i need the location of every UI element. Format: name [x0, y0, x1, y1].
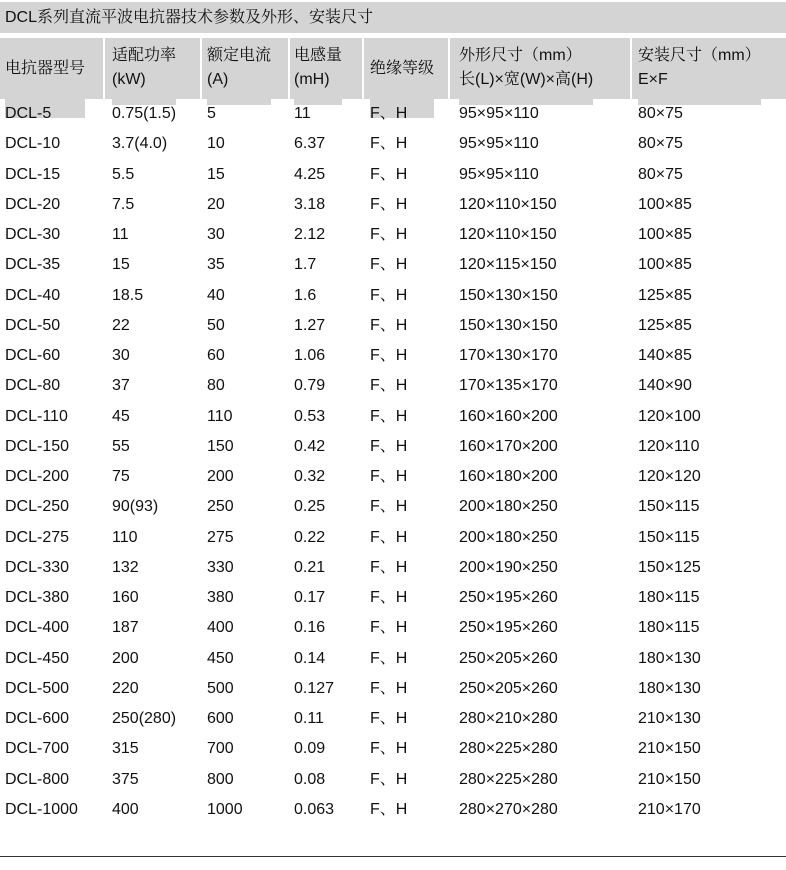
table-row — [0, 613, 786, 643]
cell-dimensions: 120×110×150 — [459, 226, 557, 243]
cell-insulation: F、H — [370, 710, 408, 727]
cell-dimensions: 160×160×200 — [459, 407, 558, 425]
cell-mounting: 210×150 — [638, 740, 701, 758]
header-current-unit: (A) — [207, 71, 229, 88]
cell-model: DCL-500 — [5, 679, 70, 697]
cell-insulation: F、H — [370, 135, 408, 153]
cell-current: 15 — [207, 165, 225, 183]
cell-dimensions: 120×115×150 — [459, 256, 557, 274]
cell-power: 315 — [112, 740, 139, 758]
cell-mounting: 125×85 — [638, 286, 692, 304]
cell-inductance: 0.063 — [294, 800, 335, 818]
cell-inductance: 0.53 — [294, 407, 326, 425]
table-title-bar — [0, 2, 786, 33]
cell-dimensions: 250×205×260 — [459, 649, 558, 667]
cell-current: 400 — [207, 619, 234, 637]
header-dimensions-unit: 长(L)×宽(W)×高(H) — [459, 71, 594, 88]
table-row — [0, 402, 786, 432]
cell-dimensions: 250×205×260 — [459, 679, 558, 697]
header-column-divider — [200, 38, 202, 99]
cell-mounting: 210×130 — [638, 710, 701, 727]
cell-insulation: F、H — [370, 377, 408, 395]
cell-insulation: F、H — [370, 770, 408, 788]
cell-insulation: F、H — [370, 195, 408, 213]
cell-power: 45 — [112, 407, 130, 425]
cell-insulation: F、H — [370, 649, 408, 667]
cell-insulation: F、H — [370, 468, 408, 485]
header-power-unit: (kW) — [112, 71, 146, 88]
cell-current: 35 — [207, 256, 225, 274]
cell-mounting: 100×85 — [638, 256, 692, 274]
cell-current: 275 — [207, 528, 234, 546]
table-row — [0, 220, 786, 250]
cell-power: 18.5 — [112, 286, 144, 304]
header-cell-power — [112, 38, 176, 105]
cell-current: 200 — [207, 468, 234, 485]
cell-inductance: 11 — [294, 105, 311, 122]
header-model-label: 电抗器型号 — [5, 60, 86, 77]
cell-current: 60 — [207, 347, 225, 364]
cell-inductance: 0.22 — [294, 528, 326, 546]
cell-mounting: 150×125 — [638, 558, 701, 576]
cell-model: DCL-400 — [5, 619, 70, 637]
cell-model: DCL-250 — [5, 498, 70, 516]
header-insulation-label: 绝缘等级 — [370, 60, 435, 77]
cell-inductance: 0.17 — [294, 589, 326, 606]
cell-current: 1000 — [207, 800, 243, 818]
cell-power: 90(93) — [112, 498, 159, 516]
cell-mounting: 80×75 — [638, 165, 683, 183]
cell-power: 55 — [112, 437, 130, 455]
table-row — [0, 250, 786, 280]
table-row — [0, 160, 786, 190]
table-row — [0, 281, 786, 311]
cell-inductance: 2.12 — [294, 226, 326, 243]
cell-model: DCL-110 — [5, 407, 68, 425]
cell-mounting: 210×150 — [638, 770, 701, 788]
cell-dimensions: 150×130×150 — [459, 316, 558, 334]
header-column-divider — [103, 38, 105, 99]
cell-power: 37 — [112, 377, 130, 395]
cell-model: DCL-30 — [5, 226, 61, 243]
table-row — [0, 704, 786, 734]
cell-dimensions: 250×195×260 — [459, 589, 558, 606]
header-mounting-label: 安装尺寸（mm） — [638, 47, 761, 64]
cell-mounting: 140×90 — [638, 377, 692, 395]
cell-mounting: 180×115 — [638, 589, 700, 606]
cell-power: 7.5 — [112, 195, 135, 213]
cell-current: 600 — [207, 710, 234, 727]
cell-current: 250 — [207, 498, 234, 516]
cell-current: 40 — [207, 286, 225, 304]
cell-inductance: 0.42 — [294, 437, 326, 455]
header-column-divider — [630, 38, 632, 99]
cell-model: DCL-60 — [5, 347, 61, 364]
cell-dimensions: 95×95×110 — [459, 165, 539, 183]
table-row — [0, 311, 786, 341]
cell-insulation: F、H — [370, 226, 408, 243]
cell-current: 5 — [207, 105, 216, 122]
cell-mounting: 210×170 — [638, 800, 701, 818]
header-mounting-unit: E×F — [638, 71, 668, 88]
cell-mounting: 120×120 — [638, 468, 701, 485]
cell-power: 250(280) — [112, 710, 177, 727]
cell-dimensions: 95×95×110 — [459, 105, 539, 122]
cell-current: 50 — [207, 316, 225, 334]
cell-insulation: F、H — [370, 679, 408, 697]
cell-power: 132 — [112, 558, 139, 576]
cell-model: DCL-40 — [5, 286, 61, 304]
cell-dimensions: 250×195×260 — [459, 619, 558, 637]
cell-insulation: F、H — [370, 105, 408, 122]
cell-dimensions: 280×225×280 — [459, 770, 558, 788]
cell-insulation: F、H — [370, 619, 408, 637]
cell-current: 10 — [207, 135, 225, 153]
cell-inductance: 0.11 — [294, 710, 324, 727]
cell-model: DCL-20 — [5, 195, 61, 213]
header-cell-dimensions — [459, 38, 593, 105]
cell-power: 30 — [112, 347, 130, 364]
cell-model: DCL-700 — [5, 740, 70, 758]
table-row — [0, 795, 786, 825]
cell-insulation: F、H — [370, 286, 408, 304]
cell-model: DCL-800 — [5, 770, 70, 788]
cell-model: DCL-10 — [5, 135, 61, 153]
cell-power: 160 — [112, 589, 139, 606]
cell-dimensions: 170×130×170 — [459, 347, 558, 364]
table-bottom-rule — [0, 856, 786, 857]
cell-dimensions: 160×170×200 — [459, 437, 558, 455]
cell-insulation: F、H — [370, 407, 408, 425]
cell-mounting: 150×115 — [638, 528, 700, 546]
header-column-divider — [362, 38, 364, 99]
cell-current: 380 — [207, 589, 234, 606]
cell-current: 800 — [207, 770, 234, 788]
cell-current: 150 — [207, 437, 234, 455]
cell-model: DCL-80 — [5, 377, 61, 395]
cell-insulation: F、H — [370, 498, 408, 516]
table-title: DCL系列直流平波电抗器技术参数及外形、安装尺寸 — [5, 9, 374, 26]
cell-insulation: F、H — [370, 740, 408, 758]
table-row — [0, 765, 786, 795]
header-cell-mounting — [638, 38, 761, 105]
cell-insulation: F、H — [370, 165, 408, 183]
table-row — [0, 99, 786, 129]
cell-dimensions: 280×225×280 — [459, 740, 558, 758]
cell-insulation: F、H — [370, 800, 408, 818]
cell-power: 400 — [112, 800, 139, 818]
cell-mounting: 125×85 — [638, 316, 692, 334]
cell-inductance: 1.6 — [294, 286, 317, 304]
cell-power: 11 — [112, 226, 129, 243]
table-row — [0, 523, 786, 553]
table-row — [0, 553, 786, 583]
table-row — [0, 432, 786, 462]
cell-dimensions: 150×130×150 — [459, 286, 558, 304]
cell-inductance: 1.06 — [294, 347, 326, 364]
cell-mounting: 180×115 — [638, 619, 700, 637]
cell-current: 500 — [207, 679, 234, 697]
cell-model: DCL-5 — [5, 105, 52, 122]
cell-mounting: 100×85 — [638, 195, 692, 213]
header-power-label: 适配功率 — [112, 47, 177, 64]
cell-inductance: 0.79 — [294, 377, 326, 395]
cell-current: 30 — [207, 226, 225, 243]
cell-insulation: F、H — [370, 528, 408, 546]
table-row — [0, 462, 786, 492]
cell-current: 330 — [207, 558, 234, 576]
cell-insulation: F、H — [370, 558, 408, 576]
cell-current: 700 — [207, 740, 234, 758]
cell-inductance: 0.25 — [294, 498, 326, 516]
cell-inductance: 0.14 — [294, 649, 326, 667]
cell-dimensions: 280×270×280 — [459, 800, 558, 818]
cell-dimensions: 120×110×150 — [459, 195, 557, 213]
header-cell-current — [207, 38, 271, 105]
cell-power: 3.7(4.0) — [112, 135, 168, 153]
cell-model: DCL-35 — [5, 256, 61, 274]
cell-mounting: 120×110 — [638, 437, 700, 455]
cell-inductance: 1.7 — [294, 256, 317, 274]
cell-power: 220 — [112, 679, 139, 697]
header-column-divider — [288, 38, 290, 99]
cell-mounting: 120×100 — [638, 407, 701, 425]
cell-mounting: 100×85 — [638, 226, 692, 243]
cell-inductance: 4.25 — [294, 165, 326, 183]
table-row — [0, 674, 786, 704]
table-row — [0, 341, 786, 371]
cell-mounting: 180×130 — [638, 679, 701, 697]
cell-current: 80 — [207, 377, 225, 395]
table-row — [0, 371, 786, 401]
cell-inductance: 0.16 — [294, 619, 326, 637]
cell-dimensions: 160×180×200 — [459, 468, 558, 485]
cell-model: DCL-150 — [5, 437, 70, 455]
cell-current: 110 — [207, 407, 233, 425]
cell-dimensions: 200×190×250 — [459, 558, 558, 576]
cell-inductance: 0.127 — [294, 679, 335, 697]
cell-power: 187 — [112, 619, 139, 637]
header-column-divider — [448, 38, 450, 99]
cell-power: 110 — [112, 528, 138, 546]
cell-model: DCL-15 — [5, 165, 61, 183]
cell-mounting: 140×85 — [638, 347, 692, 364]
table-row — [0, 644, 786, 674]
cell-power: 0.75(1.5) — [112, 105, 177, 122]
cell-inductance: 0.09 — [294, 740, 326, 758]
table-row — [0, 734, 786, 764]
cell-dimensions: 170×135×170 — [459, 377, 558, 395]
header-current-label: 额定电流 — [207, 47, 272, 64]
cell-model: DCL-380 — [5, 589, 70, 606]
cell-model: DCL-600 — [5, 710, 70, 727]
header-inductance-unit: (mH) — [294, 71, 330, 88]
cell-inductance: 0.21 — [294, 558, 326, 576]
cell-model: DCL-450 — [5, 649, 70, 667]
cell-power: 5.5 — [112, 165, 135, 183]
cell-model: DCL-200 — [5, 468, 70, 485]
cell-inductance: 3.18 — [294, 195, 326, 213]
cell-power: 375 — [112, 770, 139, 788]
cell-power: 15 — [112, 256, 130, 274]
cell-insulation: F、H — [370, 316, 408, 334]
cell-model: DCL-330 — [5, 558, 70, 576]
cell-inductance: 0.32 — [294, 468, 326, 485]
cell-dimensions: 95×95×110 — [459, 135, 539, 153]
cell-inductance: 1.27 — [294, 316, 326, 334]
cell-insulation: F、H — [370, 437, 408, 455]
header-cell-inductance — [294, 38, 342, 105]
table-row — [0, 492, 786, 522]
cell-power: 200 — [112, 649, 139, 667]
cell-current: 20 — [207, 195, 225, 213]
table-row — [0, 129, 786, 159]
cell-dimensions: 280×210×280 — [459, 710, 558, 727]
cell-mounting: 150×115 — [638, 498, 700, 516]
cell-mounting: 80×75 — [638, 135, 683, 153]
cell-inductance: 0.08 — [294, 770, 326, 788]
table-row — [0, 190, 786, 220]
cell-model: DCL-275 — [5, 528, 70, 546]
cell-inductance: 6.37 — [294, 135, 326, 153]
cell-power: 75 — [112, 468, 130, 485]
cell-dimensions: 200×180×250 — [459, 498, 558, 516]
cell-mounting: 180×130 — [638, 649, 701, 667]
cell-dimensions: 200×180×250 — [459, 528, 558, 546]
header-dimensions-label: 外形尺寸（mm） — [459, 47, 582, 64]
cell-insulation: F、H — [370, 347, 408, 364]
header-inductance-label: 电感量 — [294, 47, 343, 64]
table-row — [0, 583, 786, 613]
cell-mounting: 80×75 — [638, 105, 683, 122]
cell-model: DCL-50 — [5, 316, 61, 334]
cell-model: DCL-1000 — [5, 800, 78, 818]
cell-power: 22 — [112, 316, 130, 334]
cell-insulation: F、H — [370, 589, 408, 606]
cell-insulation: F、H — [370, 256, 408, 274]
cell-current: 450 — [207, 649, 234, 667]
